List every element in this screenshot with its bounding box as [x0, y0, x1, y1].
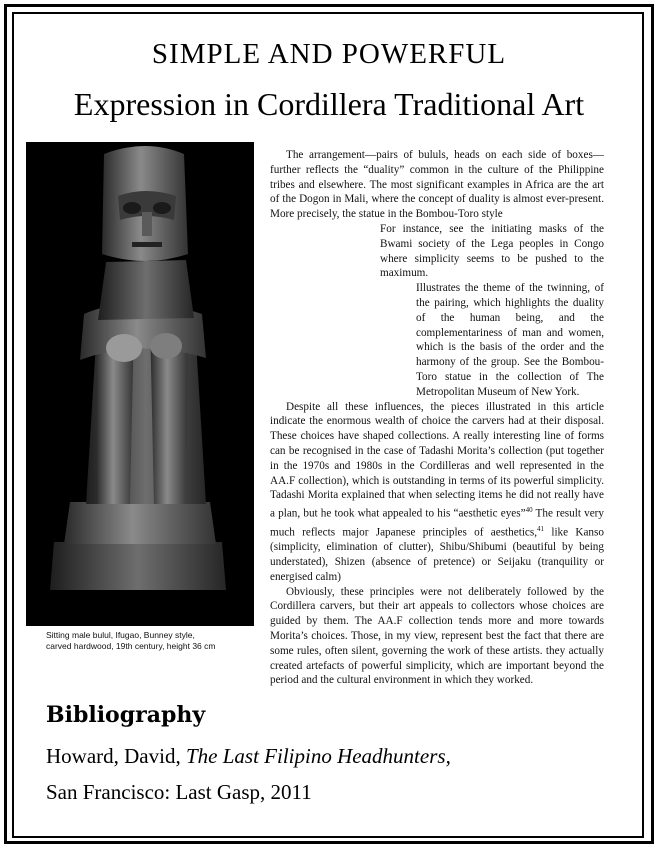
bibliography-punct: , — [445, 744, 451, 768]
bulul-statue-photo — [26, 142, 254, 626]
bibliography-publisher: San Francisco: Last Gasp, 2011 — [46, 780, 312, 804]
paragraph-text: The result very much reflects major Japanese principles of aesthetics, — [270, 507, 605, 539]
bibliography-author: Howard, David, — [46, 744, 186, 768]
paragraph — [270, 400, 604, 585]
bulul-statue-illustration — [26, 142, 254, 626]
caption-line: Sitting male bulul, Ifugao, Bunney style, — [46, 630, 195, 640]
bibliography-book-title: The Last Filipino Headhunters — [185, 744, 446, 768]
paragraph-text: like Kanso (simplicity, elimination of clutter), Shibu/Shibumi (beautiful by being understated), Shizen (absence of pretence) or Seijaku (tranquility or energised calm) — [270, 526, 604, 583]
page-title: SIMPLE AND POWERFUL — [151, 38, 507, 70]
article-body — [270, 148, 604, 688]
paragraph: The arrangement—pairs of bululs, heads on each side of boxes—further reflects the “duality” common in the culture of the Philippine tribes and elsewhere. The most significant examples in Africa are the art of the Dogon in Mali, where the concept of duality is almost ever-present. More precisely, the statue in the Bombou-Toro style — [270, 149, 604, 221]
paragraph — [270, 222, 604, 281]
paragraph-text: For instance, see the initiating masks of the Bwami society of the Lega peoples in Congo where simplicity seems to be pushed to the maximum. — [380, 222, 604, 280]
bibliography-heading: Bibliography — [46, 702, 206, 728]
footnote-ref: 41 — [537, 524, 545, 533]
paragraph — [270, 281, 604, 399]
paragraph: Obviously, these principles were not deliberately followed by the Cordillera carvers, but their art appeals to collectors whose choices are guided by them. The AA.F collection tends more and more towards Morita’s choices. Those, in my view, represent best the fact that there are some rules, often silent, governing the work of these artists. they actually created artefacts of powerful simplicity, which are important beyond the period and the cultural environment in which they worked. — [270, 585, 604, 687]
photo-caption — [46, 630, 256, 652]
paragraph-text: Despite all these influences, the pieces illustrated in this article indicate the enormous wealth of choice the carvers had at their disposal. These choices have shaped collections. A really interesting line of forms can be recognised in the case of Tadashi Morita’s collection (put together in the 1970s and 1980s in the Cordilleras and well represented in the AA.F collection), which is outstanding in terms of its powerful simplicity. Tadashi Morita explained that when selecting items he did not really have a plan, but he took what appealed to his “aesthetic eyes” — [270, 400, 604, 520]
caption-line: carved hardwood, 19th century, height 36 cm — [46, 641, 216, 651]
page-subtitle: Expression in Cordillera Traditional Art — [73, 86, 585, 122]
footnote-ref: 40 — [525, 506, 533, 515]
bibliography-entry — [46, 744, 451, 769]
paragraph-text: Illustrates the theme of the twinning, of the pairing, which highlights the duality of the human being, and the complementariness of man and women, which is the basis of the order and the harmony of the group. See the Bombou-Toro statue in the collection of The Metropolitan Museum of New York. — [416, 282, 604, 398]
